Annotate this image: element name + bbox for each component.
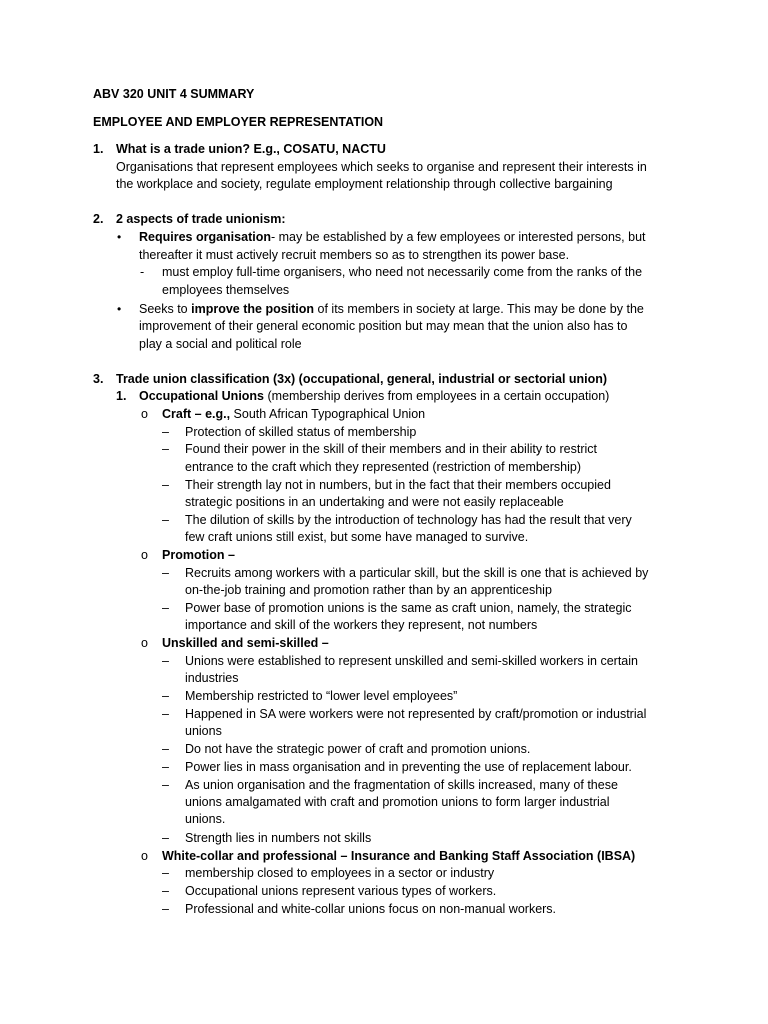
bullet-icon: • [117, 302, 122, 316]
occupational-unions-heading: Occupational Unions (membership derives from employees in a certain occupation) [139, 389, 610, 403]
white-collar-item: membership closed to employees in a sector or industry [185, 866, 495, 880]
emdash-icon: – [162, 654, 169, 668]
document-subtitle: EMPLOYEE AND EMPLOYER REPRESENTATION [93, 115, 384, 129]
unskilled-item-continued: industries [185, 671, 239, 685]
promotion-item: Recruits among workers with a particular skill, but the skill is one that is achieved by [185, 566, 649, 580]
section-1-heading: What is a trade union? E.g., COSATU, NACTU [116, 142, 386, 156]
section-3-number: 3. [93, 372, 104, 386]
bullet-icon: • [117, 230, 122, 244]
subsection-number: 1. [116, 389, 127, 403]
emdash-icon: – [162, 707, 169, 721]
white-collar-item: Professional and white-collar unions focus on non-manual workers. [185, 902, 557, 916]
section-1-body-line-2: the workplace and society, regulate employment relationship through collective bargaining [116, 177, 613, 191]
circle-bullet-icon: o [141, 407, 148, 421]
sub-item-organisers-line-1: must employ full-time organisers, who need not necessarily come from the ranks of the [162, 265, 643, 279]
craft-item: Found their power in the skill of their members and in their ability to restrict [185, 442, 597, 456]
craft-item-continued: few craft unions still exist, but some have managed to survive. [185, 530, 529, 544]
circle-bullet-icon: o [141, 548, 148, 562]
bullet-improve-position: Seeks to improve the position of its members in society at large. This may be done by the [139, 302, 644, 316]
section-2-heading: 2 aspects of trade unionism: [116, 212, 286, 226]
emdash-icon: – [162, 442, 169, 456]
craft-item-continued: entrance to the craft which they represented (restriction of membership) [185, 460, 582, 474]
emdash-icon: – [162, 601, 169, 615]
unskilled-item: Happened in SA were workers were not represented by craft/promotion or industrial [185, 707, 647, 721]
sub-item-organisers-line-2: employees themselves [162, 283, 290, 297]
emdash-icon: – [162, 902, 169, 916]
emdash-icon: – [162, 689, 169, 703]
unskilled-heading: Unskilled and semi-skilled – [162, 636, 329, 650]
promotion-heading: Promotion – [162, 548, 235, 562]
bullet-improve-position-line-3: play a social and political role [139, 337, 302, 351]
unskilled-item: Do not have the strategic power of craft and promotion unions. [185, 742, 531, 756]
bullet-improve-position-line-2: improvement of their general economic position but may mean that the union also has to [139, 319, 628, 333]
emdash-icon: – [162, 884, 169, 898]
promotion-item-continued: importance and skill of the workers they represent, not numbers [185, 618, 538, 632]
circle-bullet-icon: o [141, 849, 148, 863]
bullet-requires-organisation-line-2: thereafter it must actively recruit members so as to strengthen its power base. [139, 248, 570, 262]
craft-item: The dilution of skills by the introduction of technology has had the result that very [185, 513, 632, 527]
document-title: ABV 320 UNIT 4 SUMMARY [93, 87, 255, 101]
emdash-icon: – [162, 831, 169, 845]
emdash-icon: – [162, 478, 169, 492]
emdash-icon: – [162, 742, 169, 756]
unskilled-item-continued: unions. [185, 812, 226, 826]
promotion-item: Power base of promotion unions is the same as craft union, namely, the strategic [185, 601, 632, 615]
unskilled-item: Unions were established to represent unskilled and semi-skilled workers in certain [185, 654, 638, 668]
emdash-icon: – [162, 866, 169, 880]
unskilled-item-continued: unions amalgamated with craft and promotion unions to form larger industrial [185, 795, 610, 809]
section-1-number: 1. [93, 142, 104, 156]
circle-bullet-icon: o [141, 636, 148, 650]
emdash-icon: – [162, 425, 169, 439]
emdash-icon: – [162, 513, 169, 527]
unskilled-item: Power lies in mass organisation and in preventing the use of replacement labour. [185, 760, 632, 774]
unskilled-item: As union organisation and the fragmentation of skills increased, many of these [185, 778, 618, 792]
unskilled-item: Strength lies in numbers not skills [185, 831, 372, 845]
craft-item-continued: strategic positions in an undertaking and were not easily replaceable [185, 495, 564, 509]
craft-item: Protection of skilled status of membership [185, 425, 417, 439]
unskilled-item: Membership restricted to “lower level employees” [185, 689, 458, 703]
white-collar-heading: White-collar and professional – Insurance and Banking Staff Association (IBSA) [162, 849, 636, 863]
emdash-icon: – [162, 566, 169, 580]
section-1-body-line-1: Organisations that represent employees which seeks to organise and represent their interests in [116, 160, 647, 174]
unskilled-item-continued: unions [185, 724, 222, 738]
dash-icon: - [140, 265, 145, 279]
white-collar-item: Occupational unions represent various types of workers. [185, 884, 497, 898]
craft-heading: Craft – e.g., South African Typographical Union [162, 407, 426, 421]
bullet-requires-organisation: Requires organisation- may be established by a few employees or interested persons, but [139, 230, 646, 244]
section-3-heading: Trade union classification (3x) (occupational, general, industrial or sectorial union) [116, 372, 608, 386]
emdash-icon: – [162, 778, 169, 792]
emdash-icon: – [162, 760, 169, 774]
section-2-number: 2. [93, 212, 104, 226]
promotion-item-continued: on-the-job training and promotion rather than by an apprenticeship [185, 583, 552, 597]
craft-item: Their strength lay not in numbers, but in the fact that their members occupied [185, 478, 611, 492]
